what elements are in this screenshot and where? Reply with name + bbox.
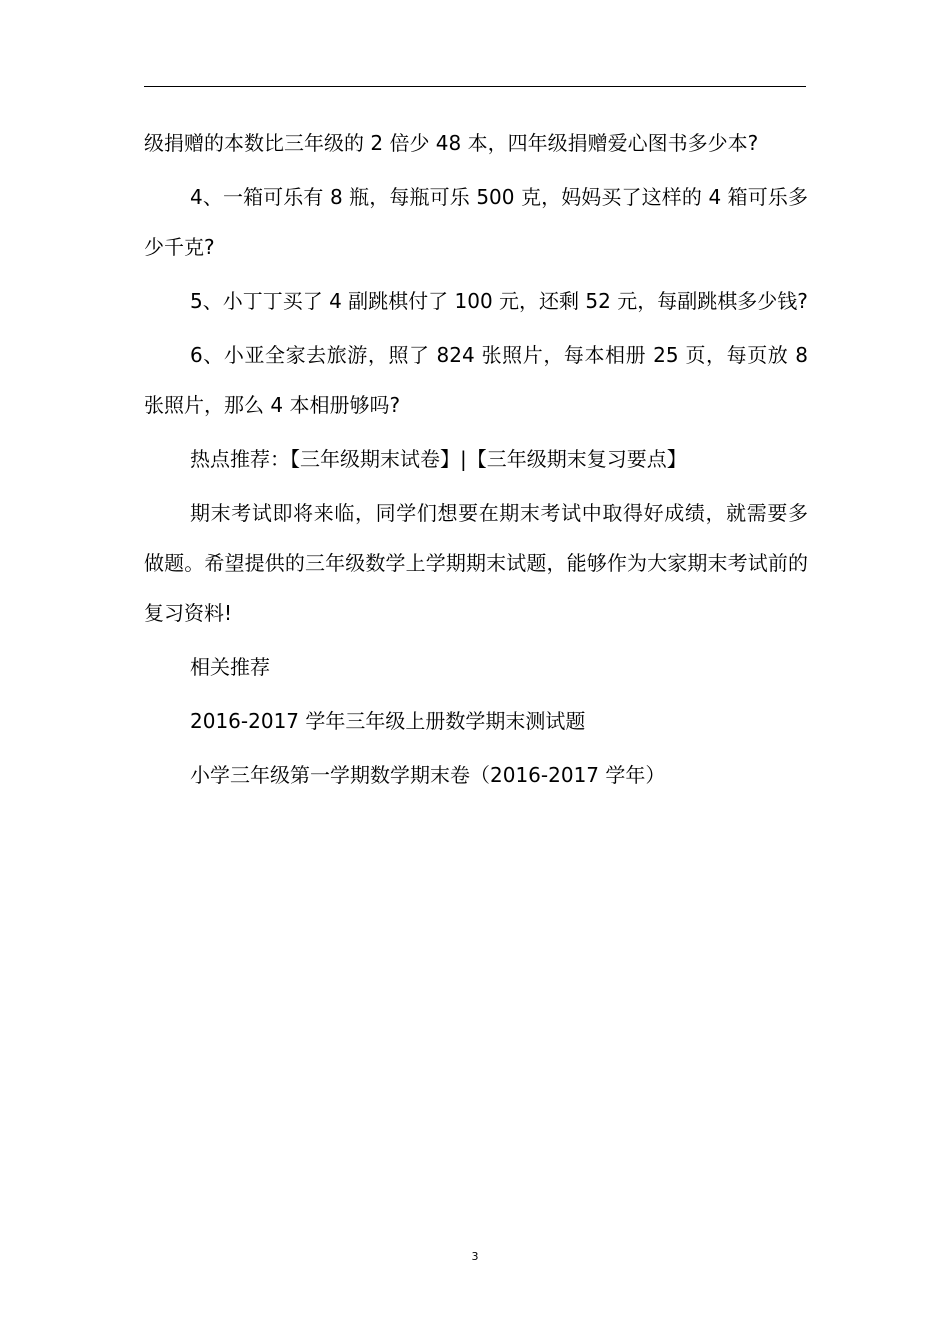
page-number: 3 [471, 1250, 479, 1263]
paragraph-continued-question: 级捐赠的本数比三年级的 2 倍少 48 本，四年级捐赠爱心图书多少本? [144, 131, 759, 155]
paragraph-hot-recommend: 热点推荐：【三年级期末试卷】|【三年级期末复习要点】 [190, 447, 687, 471]
header-rule [144, 86, 806, 87]
paragraph-related-link-1: 2016-2017 学年三年级上册数学期末测试题 [190, 709, 586, 733]
document-body [144, 118, 808, 804]
paragraph-closing-note: 期末考试即将来临，同学们想要在期末考试中取得好成绩，就需要多做题。希望提供的三年级数学上学期期末试题，能够作为大家期末考试前的复习资料! [144, 501, 808, 625]
paragraph-question-4: 4、一箱可乐有 8 瓶，每瓶可乐 500 克，妈妈买了这样的 4 箱可乐多少千克? [144, 185, 808, 259]
paragraph-related-heading: 相关推荐 [190, 655, 270, 679]
paragraph-related-link-2: 小学三年级第一学期数学期末卷（2016-2017 学年） [190, 763, 666, 787]
paragraph-question-6: 6、小亚全家去旅游，照了 824 张照片，每本相册 25 页，每页放 8 张照片，那么 4 本相册够吗? [144, 343, 808, 417]
paragraph-question-5: 5、小丁丁买了 4 副跳棋付了 100 元，还剩 52 元，每副跳棋多少钱? [190, 289, 808, 313]
